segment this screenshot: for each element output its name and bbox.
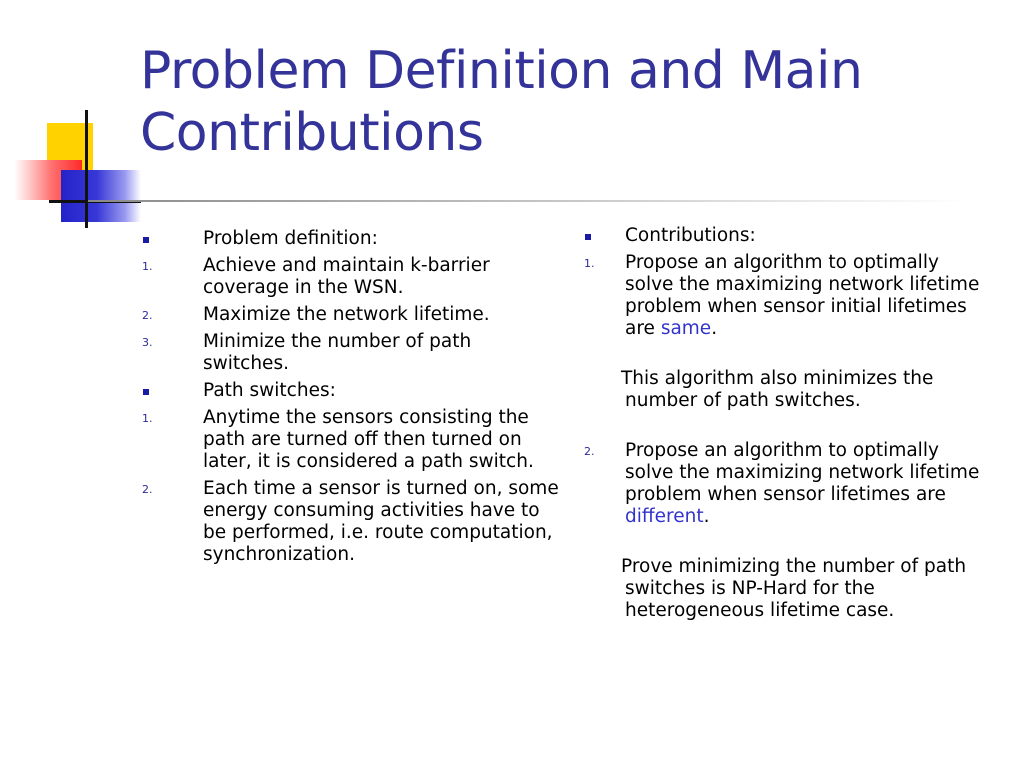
note-text: Prove minimizing the number of path switches is NP-Hard for the heterogeneous lifetime case. bbox=[621, 556, 967, 621]
blue-gradient-block bbox=[61, 170, 141, 222]
list-item bbox=[140, 331, 560, 375]
bullet-text: Path switches: bbox=[203, 380, 336, 401]
list-item-text: Maximize the network lifetime. bbox=[203, 304, 490, 325]
list-number: 2. bbox=[584, 445, 595, 458]
list-number: 3. bbox=[142, 336, 153, 349]
list-item bbox=[140, 407, 560, 473]
list-item bbox=[140, 478, 560, 566]
right-column bbox=[582, 225, 992, 650]
left-column bbox=[140, 228, 560, 571]
bullet-contributions bbox=[582, 225, 992, 247]
list-number: 1. bbox=[142, 260, 153, 273]
list-number: 2. bbox=[142, 483, 153, 496]
list-number: 2. bbox=[142, 309, 153, 322]
punctuation: . bbox=[711, 318, 718, 339]
list-number: 1. bbox=[142, 412, 153, 425]
title-divider bbox=[88, 200, 968, 202]
square-bullet-icon bbox=[585, 234, 591, 240]
list-item-text: Achieve and maintain k-barrier coverage in the WSN. bbox=[203, 255, 490, 298]
list-item bbox=[582, 252, 992, 340]
list-item-text: Anytime the sensors consisting the path are turned off then turned on later, it is considered a path switch. bbox=[203, 407, 534, 472]
list-item bbox=[582, 440, 992, 528]
bullet-problem-definition bbox=[140, 228, 560, 250]
vertical-line bbox=[85, 110, 88, 228]
bullet-text: Contributions: bbox=[625, 225, 756, 246]
note-text: This algorithm also minimizes the number of path switches. bbox=[621, 368, 934, 411]
list-number: 1. bbox=[584, 257, 595, 270]
square-bullet-icon bbox=[143, 389, 149, 395]
highlight-text: different bbox=[625, 506, 704, 527]
list-item-text: Each time a sensor is turned on, some energy consuming activities have to be performed, i.e. route computation, synchronization. bbox=[203, 478, 559, 565]
bullet-text: Problem definition: bbox=[203, 228, 378, 249]
list-item-text: Propose an algorithm to optimally solve the maximizing network lifetime problem when sensor lifetimes are bbox=[625, 440, 980, 505]
highlight-text: same bbox=[660, 318, 712, 339]
punctuation: . bbox=[703, 506, 710, 527]
square-bullet-icon bbox=[143, 237, 149, 243]
decorative-logo bbox=[0, 0, 150, 240]
list-item-text: Propose an algorithm to optimally solve the maximizing network lifetime problem when sensor initial lifetimes are bbox=[625, 252, 980, 339]
list-item bbox=[140, 304, 560, 326]
slide-title: Problem Definition and Main Contributions bbox=[140, 41, 863, 163]
list-item-text: Minimize the number of path switches. bbox=[203, 331, 472, 374]
bullet-path-switches bbox=[140, 380, 560, 402]
list-item bbox=[140, 255, 560, 299]
